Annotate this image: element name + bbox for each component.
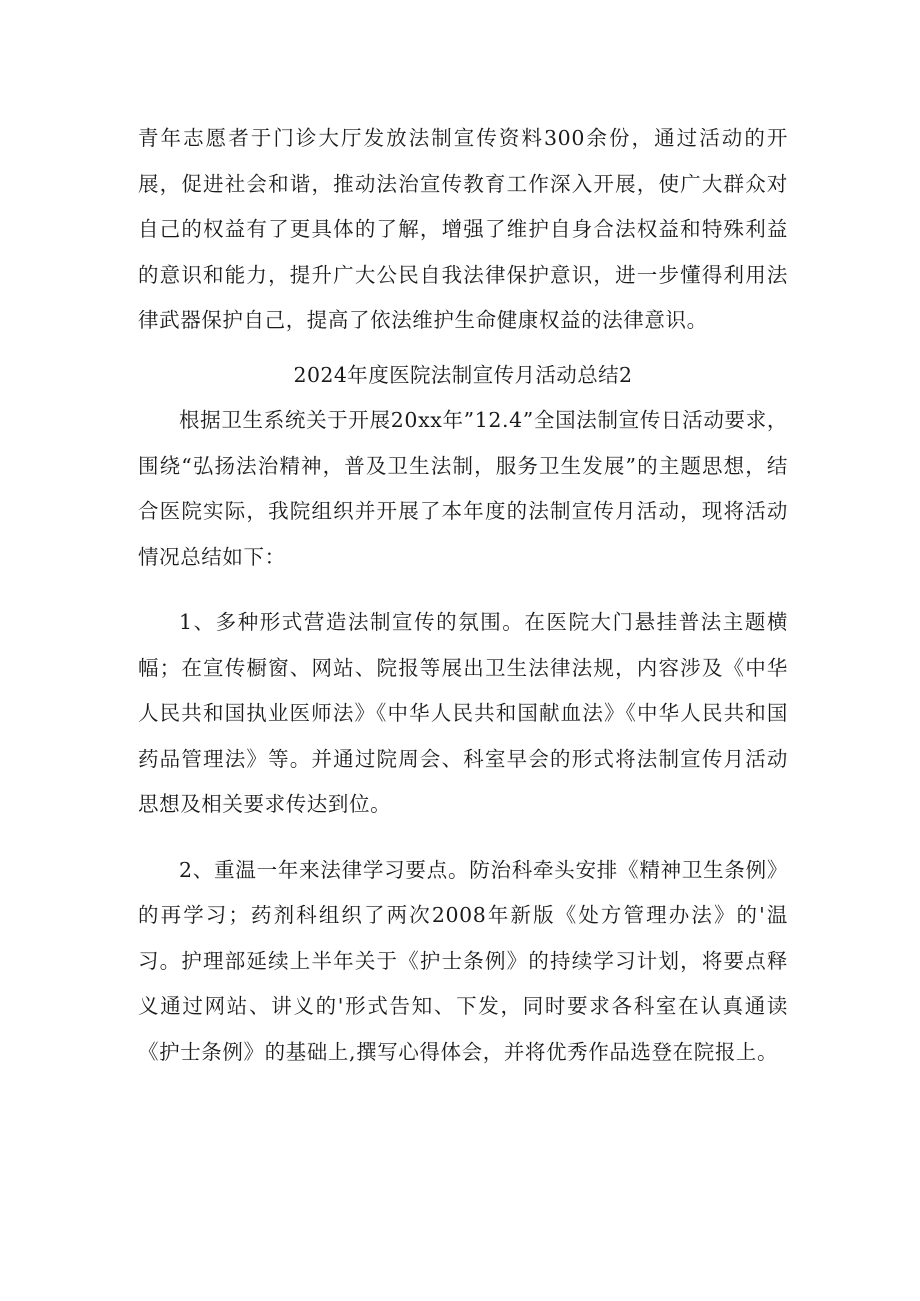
continuation-paragraph: 青年志愿者于门诊大厅发放法制宣传资料300余份，通过活动的开展，促进社会和谐，推动法治宣传教育工作深入开展，使广大群众对自己的权益有了更具体的了解，增强了维护自身合法权益和特殊利益的意识和能力，提升广大公民自我法律保护意识，进一步懂得利用法律武器保护自己，提高了依法维护生命健康权益的法律意识。: [138, 126, 788, 332]
list-item-1: 1、多种形式营造法制宣传的氛围。在医院大门悬挂普法主题横幅；在宣传橱窗、网站、院报等展出卫生法律法规，内容涉及《中华人民共和国执业医师法》《中华人民共和国献血法》《中华人民共和国药品管理法》等。并通过院周会、科室早会的形式将法制宣传月活动思想及相关要求传达到位。: [138, 610, 788, 816]
section-heading: 2024年度医院法制宣传月活动总结2: [293, 362, 633, 387]
intro-paragraph: 根据卫生系统关于开展20xx年”12.4”全国法制宣传日活动要求，围绕“弘扬法治精神，普及卫生法制，服务卫生发展”的主题思想，结合医院实际，我院组织并开展了本年度的法制宣传月活动，现将活动情况总结如下：: [138, 408, 788, 569]
document-body: [138, 116, 788, 1075]
list-item-2: 2、重温一年来法律学习要点。防治科牵头安排《精神卫生条例》的再学习；药剂科组织了两次2008年新版《处方管理办法》的'温习。护理部延续上半年关于《护士条例》的持续学习计划，将要点释义通过网站、讲义的'形式告知、下发，同时要求各科室在认真通读《护士条例》的基础上,撰写心得体会，并将优秀作品选登在院报上。: [138, 857, 788, 1064]
